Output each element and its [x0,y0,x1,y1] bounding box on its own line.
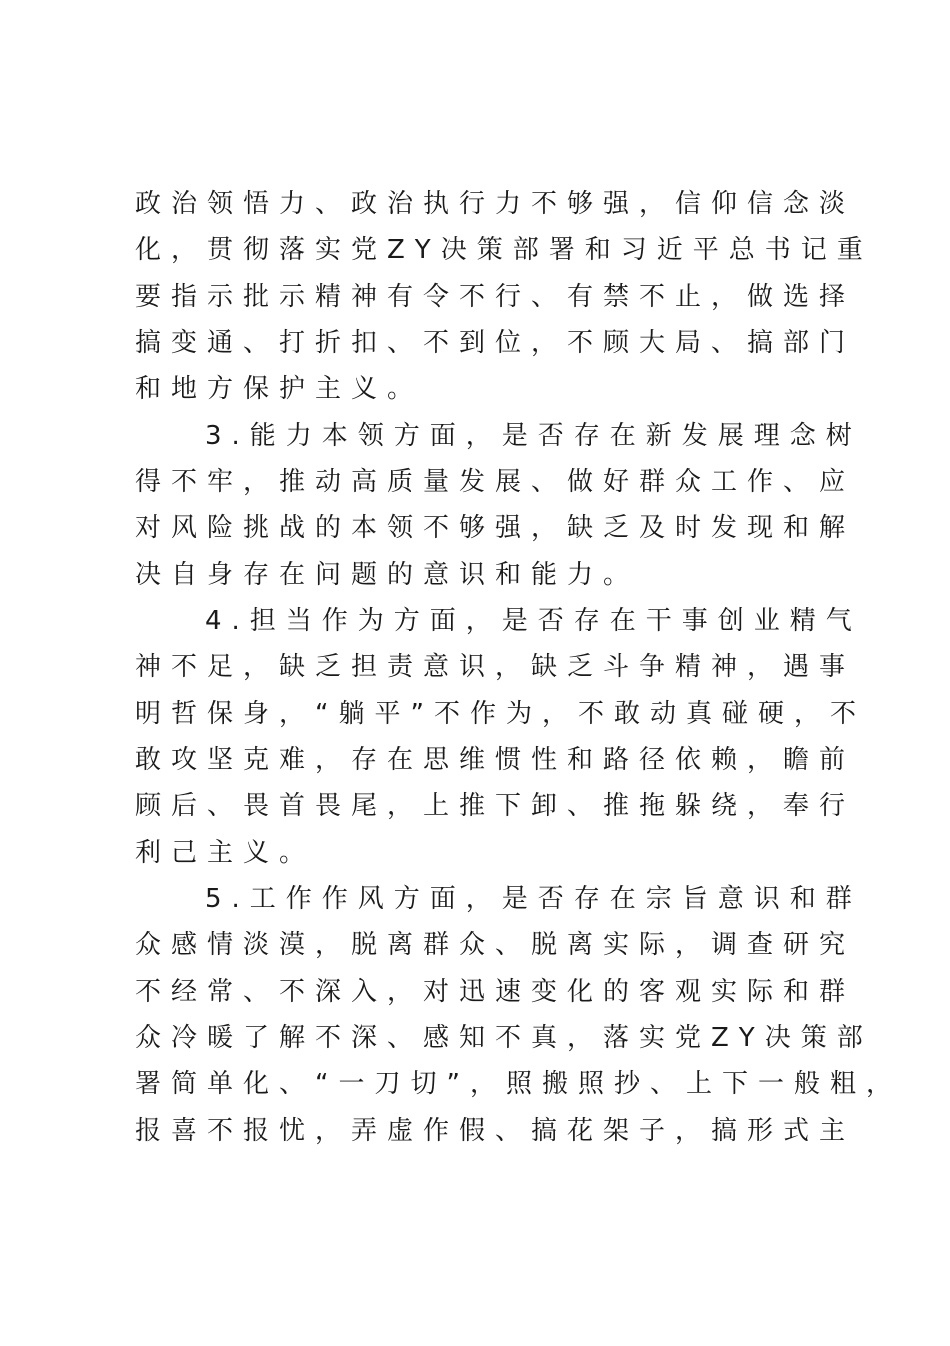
text-line: 得不牢，推动高质量发展、做好群众工作、应 [135,467,856,497]
text-line: 众冷暖了解不深、感知不真，落实党ZY决策部 [135,1023,873,1053]
paragraph-4-first-line: 4.担当作为方面，是否存在干事创业精气 [205,606,862,636]
text-line: 署简单化、“一刀切”，照搬照抄、上下一般粗， [135,1069,902,1099]
text-line: 敢攻坚克难，存在思维惯性和路径依赖，瞻前 [135,745,856,775]
text-line: 化，贯彻落实党ZY决策部署和习近平总书记重 [135,235,873,265]
text-line: 政治领悟力、政治执行力不够强，信仰信念淡 [135,189,856,219]
text-line: 明哲保身，“躺平”不作为，不敢动真碰硬，不 [135,699,866,729]
text-line: 搞变通、打折扣、不到位，不顾大局、搞部门 [135,328,856,358]
text-line: 利己主义。 [135,838,316,868]
text-line: 不经常、不深入，对迅速变化的客观实际和群 [135,977,856,1007]
text-line: 众感情淡漠，脱离群众、脱离实际，调查研究 [135,930,856,960]
text-line: 要指示批示精神有令不行、有禁不止，做选择 [135,282,856,312]
text-line: 神不足，缺乏担责意识，缺乏斗争精神，遇事 [135,652,856,682]
paragraph-3-first-line: 3.能力本领方面，是否存在新发展理念树 [205,421,862,451]
text-line: 决自身存在问题的意识和能力。 [135,560,640,590]
paragraph-5-first-line: 5.工作作风方面，是否存在宗旨意识和群 [205,884,862,914]
text-line: 报喜不报忧，弄虚作假、搞花架子，搞形式主 [135,1116,856,1146]
text-line: 顾后、畏首畏尾，上推下卸、推拖躲绕，奉行 [135,791,856,821]
text-line: 对风险挑战的本领不够强，缺乏及时发现和解 [135,513,856,543]
text-line: 和地方保护主义。 [135,374,424,404]
